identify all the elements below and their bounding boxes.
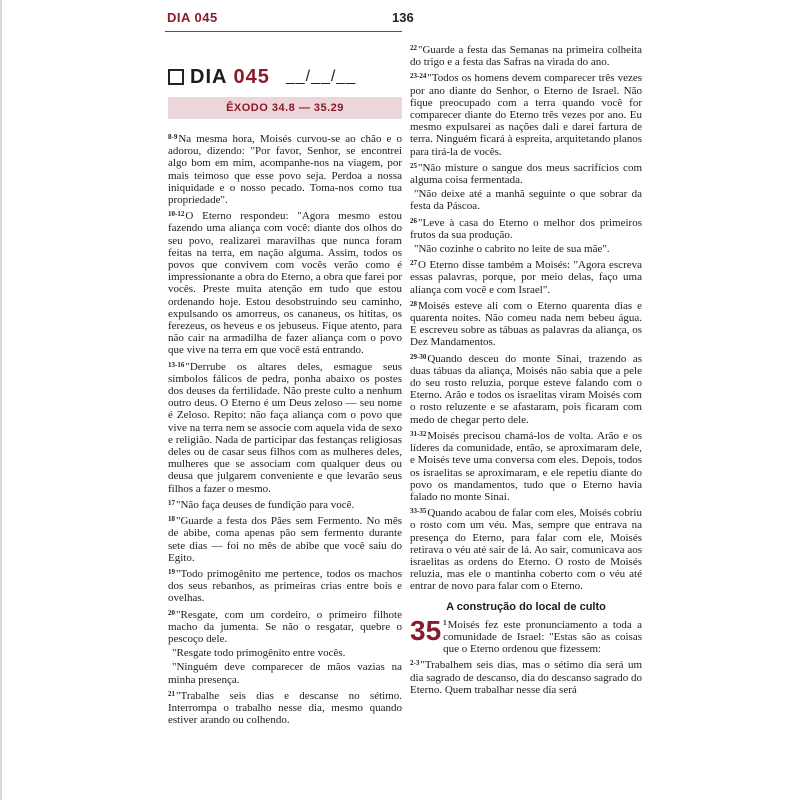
verse-paragraph: [410, 188, 642, 212]
verse-paragraph: [410, 505, 642, 592]
verse-number: 8-9: [168, 133, 178, 141]
verse-paragraph: [410, 298, 642, 349]
verse-paragraph: [410, 70, 642, 157]
verse-text: "Trabalhe seis dias e descanse no sétimo. Interrompa o trabalho nesse dia, mesmo quando estiver arando ou colhendo.: [168, 689, 402, 727]
verse-text: "Leve à casa do Eterno o melhor dos primeiros frutos da sua produção.: [410, 216, 642, 241]
verse-number: 19: [168, 567, 175, 576]
page-number: 136: [392, 10, 414, 25]
verse-text: "Não faça deuses de fundição para você.: [176, 498, 355, 511]
verse-text: "Resgate, com um cordeiro, o primeiro filhote macho da jumenta. Se não o resgatar, quebre o pescoço dele.: [168, 608, 402, 645]
verse-text: "Guarde a festa das Semanas na primeira colheita do trigo e a festa das Safras na virada do ano.: [410, 44, 642, 69]
verse-number: 27: [410, 259, 417, 268]
reading-reference: ÊXODO 34.8 — 35.29: [226, 102, 344, 114]
day-heading: [168, 64, 402, 90]
verse-text: Quando acabou de falar com eles, Moisés cobriu o rosto com um véu. Mas, sempre que entrava na presença do Eterno, para falar com ele, Moisés retirava o véu até sair de lá. Ao sair, comunicava aos israelitas as ordens do Eterno. O rosto de Moisés reluzia, mas ele o mantinha coberto com o véu até entrar de novo para falar com o Eterno.: [410, 507, 642, 593]
chapter-opening-paragraph: [410, 614, 642, 656]
verse-number: 33-35: [410, 507, 427, 516]
verse-paragraph: [168, 607, 402, 646]
verse-paragraph: [168, 661, 402, 685]
verse-number: 22: [410, 44, 417, 52]
date-field[interactable]: __/__/__: [285, 68, 357, 85]
verse-text: "Guarde a festa dos Pães sem Fermento. No mês de abibe, coma apenas pão sem fermento durante sete dias — foi no mês de abibe que você saiu do Egito.: [168, 515, 402, 564]
verse-paragraph: [168, 688, 402, 727]
verse-paragraph: [410, 243, 642, 255]
verse-text: O Eterno disse também a Moisés: "Agora escreva essas palavras, porque, por meio delas, faço uma aliança com você e com Israel".: [410, 259, 642, 296]
verse-number: 21: [168, 689, 175, 698]
verse-paragraph: [410, 657, 642, 696]
verse-text: "Derrube os altares deles, esmague seus símbolos fálicos de pedra, ponha abaixo os postes dos deuses da fertilidade. Não preste culto a nenhum outro deus. O Eterno é um Deus zeloso — seu nome é Zeloso. Repito: não faça aliança com o povo que vive na terra nem se associe com aquela vida de sexo e religião. Nada de participar das festanças religiosas deles ou de casar seus filhos com as mulheres deles, mulheres que se associam com qualquer deus ou deusa que julgarem conveniente e que levarão seus filhos a fazer o mesmo.: [168, 360, 402, 495]
reading-reference-band: [168, 97, 402, 119]
left-text-column: [168, 131, 402, 728]
right-text-column: [410, 42, 642, 698]
chapter-number: 35: [410, 614, 442, 646]
section-heading: A construção do local de culto: [446, 600, 606, 613]
header-rule: [165, 31, 402, 32]
verse-number: 18: [168, 515, 175, 524]
verse-number: 28: [410, 299, 417, 308]
verse-number: 25: [410, 161, 417, 170]
verse-text: Moisés precisou chamá-los de volta. Arão e os líderes da comunidade, então, se aproximaram dele, e Moisés teve uma conversa com eles. Depois, todos os israelitas se aproximaram, e ele repetiu diante do povo os mandamentos, tudo que o Eterno havia falado no monte Sinai.: [410, 429, 642, 503]
verse-paragraph: [410, 351, 642, 426]
verse-paragraph: [410, 215, 642, 241]
verse-paragraph: [168, 647, 402, 659]
verse-text: "Ninguém deve comparecer de mãos vazias na minha presença.: [168, 661, 402, 686]
reading-checkbox[interactable]: [168, 69, 184, 85]
verse-number: 10-12: [168, 210, 185, 219]
verse-paragraph: [168, 497, 402, 511]
verse-number: 23-24: [410, 72, 427, 81]
verse-text: "Não cozinhe o cabrito no leite de sua mãe".: [414, 243, 610, 256]
verse-paragraph: [410, 42, 642, 68]
verse-number: 2-3: [410, 659, 420, 668]
verse-text: Moisés fez este pronunciamento a toda a comunidade de Israel: "Estas são as coisas que o Eterno ordenou que fizessem:: [443, 618, 642, 656]
verse-text: "Resgate todo primogênito entre vocês.: [172, 647, 346, 660]
verse-text: "Não deixe até a manhã seguinte o que sobrar da festa da Páscoa.: [410, 188, 642, 213]
day-word: DIA: [190, 65, 228, 88]
running-header-day: DIA 045: [167, 10, 218, 25]
verse-paragraph: [410, 428, 642, 503]
verse-number: 20: [168, 608, 175, 617]
verse-paragraph: [168, 359, 402, 495]
verse-text: Moisés esteve ali com o Eterno quarenta dias e quarenta noites. Não comeu nada nem bebeu água. E escreveu sobre as tábuas as palavras da aliança, os Dez Mandamentos.: [410, 299, 642, 349]
verse-number: 13-16: [168, 360, 185, 369]
verse-number: 17: [168, 498, 175, 507]
verse-text: "Trabalhem seis dias, mas o sétimo dia será um dia sagrado de descanso, dia do descanso sagrado do Eterno. Quem trabalhar nesse dia será: [410, 659, 642, 696]
verse-paragraph: [168, 566, 402, 605]
verse-text: "Todos os homens devem comparecer três vezes por ano diante do Senhor, o Eterno de Israel. Não fique preocupado com a terra quando você for comparecer diante do Eterno três vezes por ano. Eu mesmo expulsarei as nações dali e darei fartura de terra. Ninguém ficará à espreita, arquitetando planos para tirá-la de vocês.: [410, 72, 642, 158]
verse-paragraph: [168, 131, 402, 206]
verse-number: 29-30: [410, 352, 427, 361]
verse-number: 1: [443, 618, 447, 627]
page-edge: [0, 0, 2, 800]
verse-paragraph: [410, 257, 642, 296]
verse-text: "Não misture o sangue dos meus sacrifícios com alguma coisa fermentada.: [410, 161, 642, 187]
verse-paragraph: [168, 513, 402, 564]
verse-text: Na mesma hora, Moisés curvou-se ao chão e o adorou, dizendo: "Por favor, Senhor, se encontrei algo bom em mim, acompanhe-nos na viagem, por mais teimoso que esse povo seja. Perdoa a nossa iniquidade e o nosso pecado. Toma-nos como tua propriedade".: [168, 133, 402, 207]
day-number: 045: [233, 65, 270, 88]
verse-number: 31-32: [410, 429, 427, 438]
verse-number: 26: [410, 216, 417, 225]
verse-text: Quando desceu do monte Sinai, trazendo as duas tábuas da aliança, Moisés não sabia que a pele do seu rosto reluzia, porque esteve falando com o Eterno. Arão e todos os israelitas viram Moisés com o rosto reluzente e se afastaram, pois ficaram com medo de chegar perto dele.: [410, 352, 642, 426]
verse-text: O Eterno respondeu: "Agora mesmo estou fazendo uma aliança com você: diante dos olhos do seu povo, realizarei maravilhas que nunca foram feitas na terra, em nação alguma. Assim, todos os povos que convivem com vocês verão como é impressionante a obra do Eterno, a obra que farei por vocês. Preste muita atenção em tudo que estou ordenando hoje. Estou desobstruindo seu caminho, expulsando os amorreus, os cananeus, os hititas, os ferezeus, os heveus e os jebuseus. Fique atento, para não cair na armadilha de fazer aliança com o povo que vive na terra em que você está entrando.: [168, 210, 402, 357]
verse-paragraph: [168, 208, 402, 356]
verse-text: "Todo primogênito me pertence, todos os machos dos seus rebanhos, as primeiras crias entre bois e ovelhas.: [168, 567, 402, 605]
verse-paragraph: [410, 160, 642, 186]
